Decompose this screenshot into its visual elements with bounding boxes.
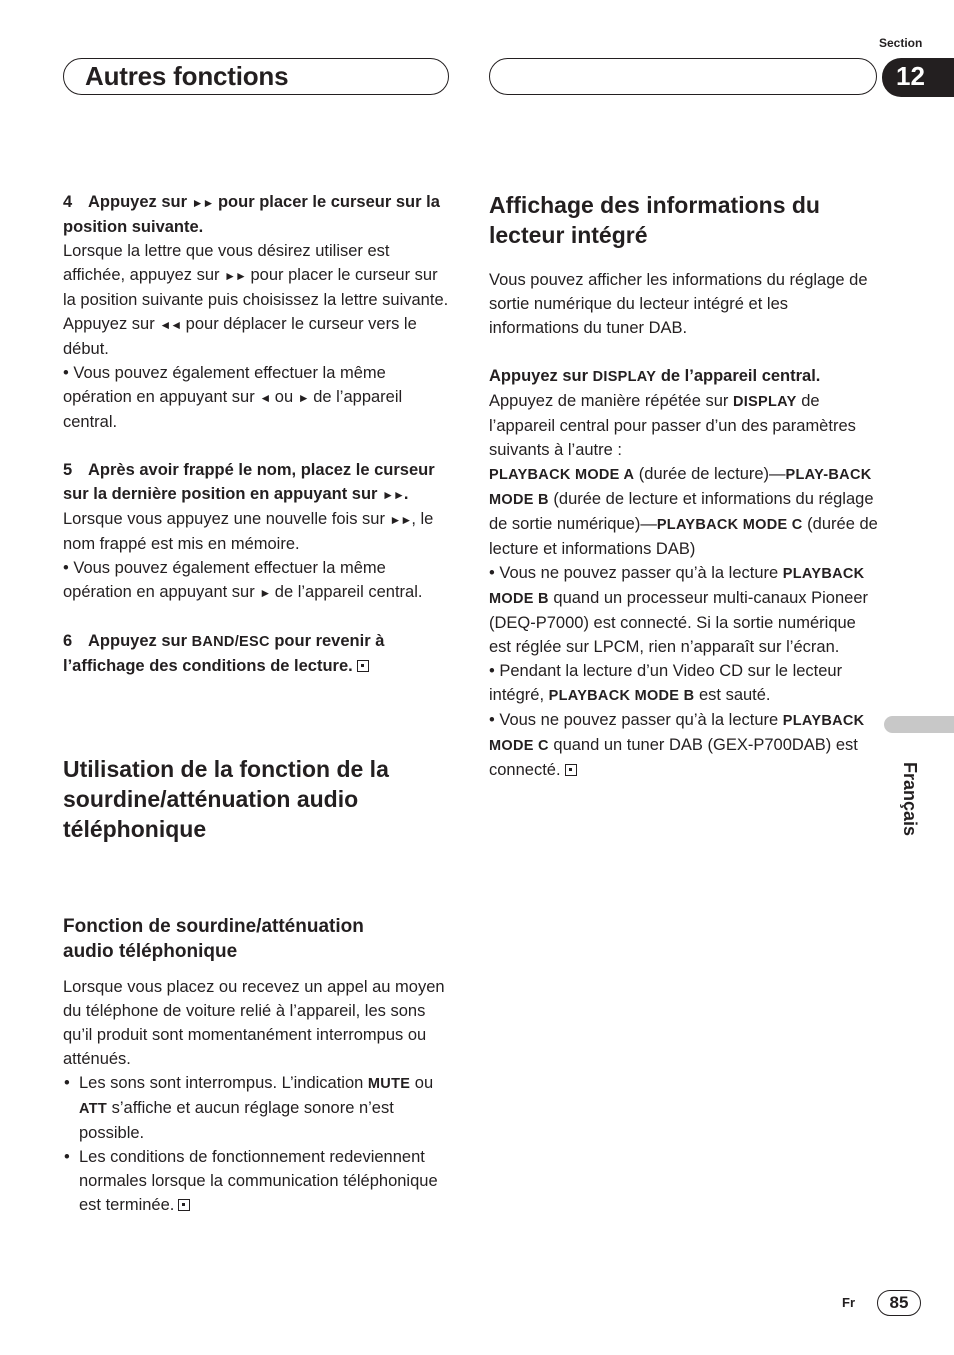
band-esc-key: BAND/ESC: [191, 634, 270, 650]
right-column: [489, 190, 881, 782]
display-instruction: Appuyez sur DISPLAY de l’appareil central.: [489, 367, 821, 385]
step-6-title: 6 Appuyez sur BAND/ESC pour revenir à l’affichage des conditions de lecture.: [63, 632, 385, 675]
display-body: Appuyez de manière répétée sur DISPLAY de l’appareil central pour passer d’un des paramètres suivants à l’autre :: [489, 392, 856, 459]
step-4-bullet: • Vous pouvez également effectuer la même opération en appuyant sur ◄ ou ► de l’appareil central.: [63, 364, 403, 431]
left-column: [63, 190, 453, 1217]
mute-bullet-1: • Les sons sont interrompus. L’indication MUTE ou ATT s’affiche et aucun réglage sonore n’est possible.: [64, 1074, 434, 1142]
forward-icon: ►►: [224, 269, 246, 283]
language-tab: [884, 716, 954, 733]
chapter-title-frame: [63, 58, 449, 95]
forward-icon: ►►: [389, 513, 412, 527]
display-bullet-2: • Pendant la lecture d’un Video CD sur le lecteur intégré, PLAYBACK MODE B est sauté.: [489, 662, 843, 704]
section-label: Section: [879, 36, 923, 50]
playback-mode-b: PLAY-BACK MODE B: [489, 467, 872, 508]
forward-icon: ►►: [382, 488, 404, 502]
subheading-mute: Fonction de sourdine/atténuation audio téléphonique: [63, 916, 364, 962]
step-4-body: Lorsque la lettre que vous désirez utiliser est affichée, appuyez sur ►► pour placer le curseur sur la position suivante puis choisissez la lettre suivante. Appuyez sur ◄◄ pour déplacer le curseur vers le début.: [63, 242, 449, 358]
playback-mode-c: PLAYBACK MODE C: [656, 517, 803, 533]
mute-bullet-2: • Les conditions de fonctionnement redeviennent normales lorsque la communication téléphonique est terminée.: [64, 1148, 438, 1214]
mute-body: Lorsque vous placez ou recevez un appel au moyen du téléphone de voiture relié à l’appareil, les sons qu’il produit sont momentanément interrompus ou atténués.: [63, 978, 445, 1068]
section-number-tab: [882, 58, 954, 97]
left-arrow-icon: ◄: [259, 391, 271, 405]
heading-display-info: Affichage des informations du lecteur intégré: [489, 192, 820, 248]
rewind-icon: ◄◄: [159, 318, 182, 332]
page-number: 85: [877, 1290, 921, 1316]
language-label: Français: [900, 762, 920, 837]
display-intro: Vous pouvez afficher les informations du réglage de sortie numérique du lecteur intégré et les informations du tuner DAB.: [489, 271, 868, 337]
forward-icon: ►►: [191, 196, 214, 210]
header-blank-frame: [489, 58, 877, 95]
display-key: DISPLAY: [592, 369, 657, 385]
language-code: Fr: [842, 1295, 855, 1310]
step-5-title: 5 Après avoir frappé le nom, placez le curseur sur la dernière position en appuyant sur ►►.: [63, 461, 435, 503]
step-4-title: 4 Appuyez sur ►► pour placer le curseur sur la position suivante.: [63, 193, 440, 236]
right-arrow-icon: ►: [297, 391, 309, 405]
step-5-bullet: • Vous pouvez également effectuer la même opération en appuyant sur ► de l’appareil central.: [63, 559, 423, 601]
end-mark-icon: [565, 764, 577, 776]
display-bullet-3: • Vous ne pouvez passer qu’à la lecture PLAYBACK MODE C quand un tuner DAB (GEX-P700DAB) est connecté.: [489, 711, 865, 779]
att-indicator: ATT: [79, 1101, 108, 1117]
end-mark-icon: [178, 1199, 190, 1211]
playback-modes: PLAYBACK MODE A (durée de lecture)—PLAY-BACK MODE B (durée de lecture et informations du réglage de sortie numérique)—PLAYBACK MODE C (durée de lecture et informations DAB): [489, 465, 878, 558]
mute-indicator: MUTE: [367, 1076, 411, 1092]
chapter-title: Autres fonctions: [85, 61, 289, 91]
step-5-body: Lorsque vous appuyez une nouvelle fois sur ►►, le nom frappé est mis en mémoire.: [63, 510, 434, 553]
section-number: 12: [896, 61, 925, 91]
heading-mute: Utilisation de la fonction de la sourdine/atténuation audio téléphonique: [63, 756, 389, 842]
display-bullet-1: • Vous ne pouvez passer qu’à la lecture PLAYBACK MODE B quand un processeur multi-canaux Pioneer (DEQ-P7000) est connecté. Si la sortie numérique est réglée sur LPCM, rien n’apparaît sur l’écran.: [489, 564, 869, 656]
right-arrow-icon: ►: [259, 586, 271, 600]
end-mark-icon: [357, 660, 369, 672]
display-key: DISPLAY: [732, 394, 797, 410]
playback-mode-a: PLAYBACK MODE A: [489, 467, 635, 483]
